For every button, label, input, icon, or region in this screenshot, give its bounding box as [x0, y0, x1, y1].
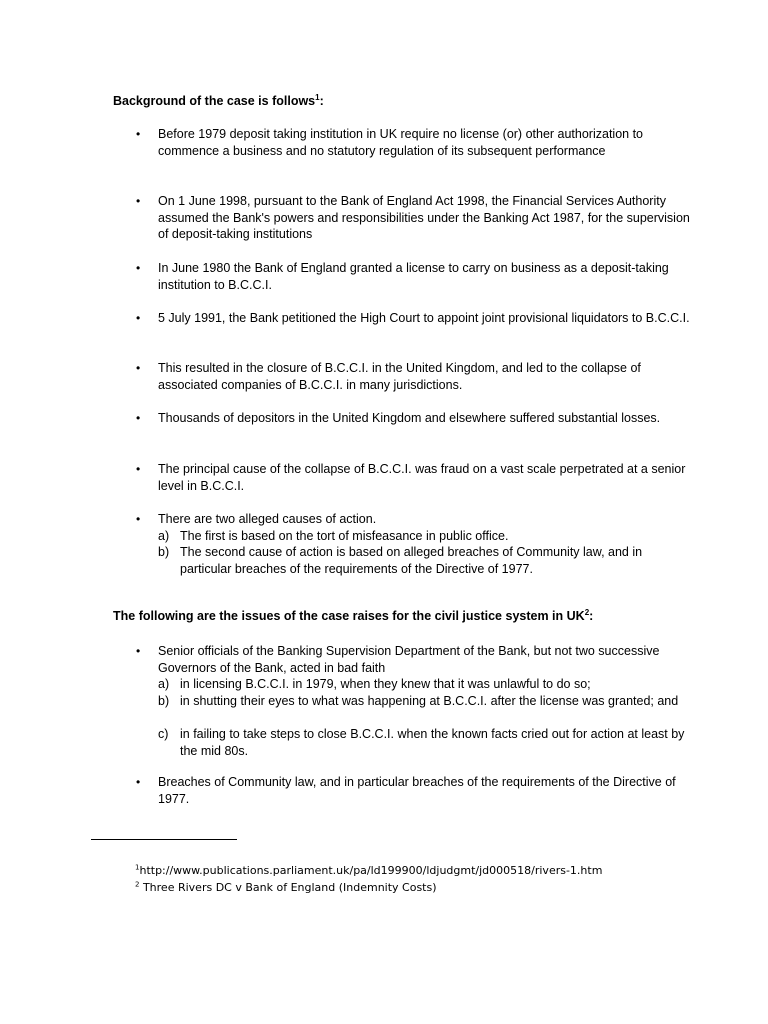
list-item — [136, 410, 696, 446]
section-heading-issues — [113, 608, 593, 624]
sub-list-text: in failing to take steps to close B.C.C.I. when the known facts cried out for action at least by the mid 80s. — [180, 727, 685, 758]
sub-list-text: in shutting their eyes to what was happening at B.C.C.I. after the license was granted; and — [180, 693, 679, 708]
sub-list-label: a) — [158, 528, 170, 543]
list-item — [136, 260, 696, 296]
bullet-icon: • — [136, 775, 141, 789]
list-item-text: On 1 June 1998, pursuant to the Bank of England Act 1998, the Financial Services Authority assumed the Bank's powers and responsibilities under the Banking Act 1987, for the supervision of deposit-taking institutions — [158, 194, 690, 242]
list-item — [136, 126, 696, 178]
bullet-icon: • — [136, 261, 141, 275]
bullet-icon: • — [136, 127, 141, 141]
bullet-icon: • — [136, 411, 141, 425]
bullet-icon: • — [136, 644, 141, 658]
list-item — [136, 193, 696, 245]
list-item-text: Senior officials of the Banking Supervision Department of the Bank, but not two successive Governors of the Bank, acted in bad faith — [158, 644, 660, 675]
sub-list-label: b) — [158, 693, 170, 708]
bullet-icon: • — [136, 194, 141, 208]
footnote-ref: 1 — [315, 92, 320, 102]
footnote-separator — [91, 839, 237, 840]
list-item-text: The principal cause of the collapse of B.C.C.I. was fraud on a vast scale perpetrated at a senior level in B.C.C.I. — [158, 462, 686, 493]
heading-suffix: : — [319, 94, 324, 108]
footnote-1 — [135, 864, 602, 878]
section-heading-background — [113, 93, 324, 109]
bullet-icon: • — [136, 462, 141, 476]
footnote-text: Three Rivers DC v Bank of England (Indemnity Costs) — [139, 881, 437, 894]
list-item-text: Before 1979 deposit taking institution in UK require no license (or) other authorization to commence a business and no statutory regulation of its subsequent performance — [158, 127, 644, 158]
sub-list-label: a) — [158, 677, 170, 692]
bullet-icon: • — [136, 311, 141, 325]
sub-list-text: in licensing B.C.C.I. in 1979, when they knew that it was unlawful to do so; — [180, 677, 591, 692]
bullet-icon: • — [136, 361, 141, 375]
list-item — [136, 360, 696, 396]
list-item-text: This resulted in the closure of B.C.C.I. in the United Kingdom, and led to the collapse of associated companies of B.C.C.I. in many jurisdictions. — [158, 361, 641, 392]
sub-list-label: b) — [158, 545, 170, 560]
footnote-text: http://www.publications.parliament.uk/pa/ld199900/ldjudgmt/jd000518/rivers-1.htm — [139, 864, 603, 877]
bullet-icon: • — [136, 512, 141, 526]
sub-list-label: c) — [158, 727, 169, 741]
list-item — [136, 774, 696, 810]
footnote-mark: 2 — [135, 880, 140, 889]
heading-suffix: : — [589, 609, 594, 623]
list-item-text: Thousands of depositors in the United Kingdom and elsewhere suffered substantial losses. — [158, 411, 661, 425]
footnote-mark: 1 — [135, 863, 140, 872]
sub-list-text: The second cause of action is based on alleged breaches of Community law, and in particular breaches of the requirements of the Directive of 1977. — [180, 545, 643, 576]
list-item — [136, 643, 696, 761]
list-item-text: There are two alleged causes of action. — [158, 512, 377, 526]
list-item-text: In June 1980 the Bank of England granted a license to carry on business as a deposit-taking institution to B.C.C.I. — [158, 261, 669, 292]
list-item-text: Breaches of Community law, and in particular breaches of the requirements of the Directive of 1977. — [158, 775, 676, 806]
sub-list-text: The first is based on the tort of misfeasance in public office. — [180, 528, 509, 543]
list-item — [136, 461, 696, 497]
list-item — [136, 310, 696, 346]
list-item — [136, 511, 696, 579]
footnote-2 — [135, 881, 437, 895]
heading-text: Background of the case is follows — [113, 94, 316, 108]
list-item-text: 5 July 1991, the Bank petitioned the High Court to appoint joint provisional liquidators to B.C.C.I. — [158, 311, 690, 325]
heading-text: The following are the issues of the case raises for the civil justice system in UK — [113, 609, 585, 623]
footnote-ref: 2 — [584, 607, 590, 617]
